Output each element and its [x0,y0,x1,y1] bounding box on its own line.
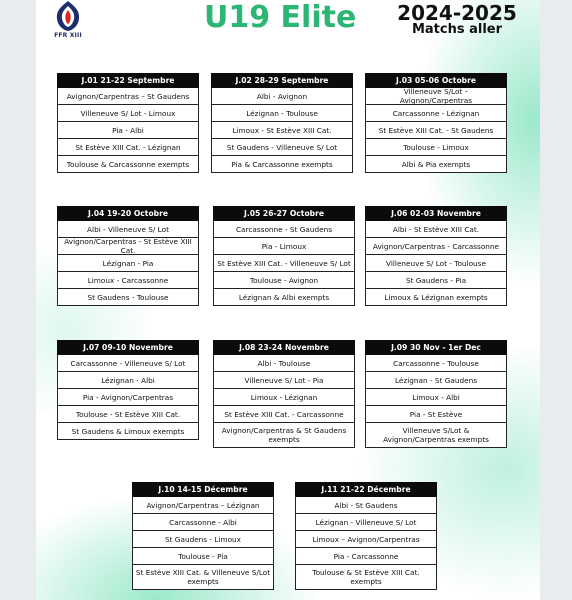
season-label: 2024-2025 [397,1,517,25]
fixture-cell: St Gaudens - Limoux [132,531,274,548]
round-header: J.07 09-10 Novembre [57,340,199,355]
fixture-cell: Villeneuve S/ Lot - Pia [213,372,355,389]
fixture-cell: Lézignan - Albi [57,372,199,389]
fixture-cell: Avignon/Carpentras – Lézignan [132,497,274,514]
round-header: J.11 21-22 Décembre [295,482,437,497]
schedule-page [36,0,540,600]
fixture-cell: Limoux - Albi [365,389,507,406]
fixture-cell: St Gaudens & Limoux exempts [57,423,199,440]
fixture-cell: Albi - St Gaudens [295,497,437,514]
round-table-j09 [365,340,507,448]
fixture-cell: Limoux - St Estève XIII Cat. [211,122,353,139]
round-header: J.04 19-20 Octobre [57,206,199,221]
fixture-cell: Pia - Avignon/Carpentras [57,389,199,406]
fixture-cell: Albi - St Estève XIII Cat. [365,221,507,238]
page-title: U19 Elite [204,0,357,35]
fixture-cell: Carcassonne - Albi [132,514,274,531]
round-header: J.05 26-27 Octobre [213,206,355,221]
fixture-cell: St Gaudens - Toulouse [57,289,199,306]
fixture-cell: Avignon/Carpentras & St Gaudens exempts [213,423,355,448]
fixture-cell: Avignon/Carpentras – St Gaudens [57,88,199,105]
fixture-cell: St Estève XIII Cat. - Lézignan [57,139,199,156]
fixture-cell: Albi - Toulouse [213,355,355,372]
round-header: J.10 14-15 Décembre [132,482,274,497]
round-header: J.06 02-03 Novembre [365,206,507,221]
fixture-cell: Pia - St Estève [365,406,507,423]
round-header: J.02 28-29 Septembre [211,73,353,88]
round-table-j04 [57,206,199,306]
fixture-cell: Avignon/Carpentras - St Estève XIII Cat. [57,238,199,255]
round-table-j07 [57,340,199,440]
fixture-cell: Toulouse - Limoux [365,139,507,156]
fixture-cell: Limoux - Lézignan [213,389,355,406]
fixture-cell: Toulouse - Pia [132,548,274,565]
round-header: J.09 30 Nov - 1er Dec [365,340,507,355]
fixture-cell: Avignon/Carpentras - Carcassonne [365,238,507,255]
fixture-cell: Villeneuve S/Lot & Avignon/Carpentras exempts [365,423,507,448]
fixture-cell: St Estève XIII Cat. & Villeneuve S/Lot exempts [132,565,274,590]
fixture-cell: Pia & Carcassonne exempts [211,156,353,173]
round-table-j03 [365,73,507,173]
fixture-cell: St Estève XIII Cat. - St Gaudens [365,122,507,139]
ffr-xiii-logo [48,0,88,44]
round-table-j01 [57,73,199,173]
fixture-cell: Carcassonne - Toulouse [365,355,507,372]
fixture-cell: Lézignan & Albi exempts [213,289,355,306]
fixture-cell: Villeneuve S/ Lot - Toulouse [365,255,507,272]
fixture-cell: Limoux – Avignon/Carpentras [295,531,437,548]
round-table-j06 [365,206,507,306]
round-table-j10 [132,482,274,590]
fixture-cell: Carcassonne - St Gaudens [213,221,355,238]
fixture-cell: Toulouse - Avignon [213,272,355,289]
fixture-cell: Lézignan - Toulouse [211,105,353,122]
round-header: J.01 21-22 Septembre [57,73,199,88]
fixture-cell: Albi - Avignon [211,88,353,105]
fixture-cell: St Gaudens - Pia [365,272,507,289]
fixture-cell: Pia - Albi [57,122,199,139]
round-table-j02 [211,73,353,173]
rugby-federation-emblem-icon [54,0,82,32]
logo-text: FFR XIII [54,32,82,39]
fixture-cell: Carcassonne - Villeneuve S/ Lot [57,355,199,372]
round-header: J.08 23-24 Novembre [213,340,355,355]
fixture-cell: St Estève XIII Cat. - Carcassonne [213,406,355,423]
fixture-cell: Lézignan - St Gaudens [365,372,507,389]
page-subtitle: Matchs aller [411,22,503,37]
fixture-cell: St Estève XIII Cat. - Villeneuve S/ Lot [213,255,355,272]
fixture-cell: Limoux & Lézignan exempts [365,289,507,306]
round-header: J.03 05-06 Octobre [365,73,507,88]
fixture-cell: Lézignan - Pia [57,255,199,272]
fixture-cell: Albi - Villeneuve S/ Lot [57,221,199,238]
round-table-j11 [295,482,437,590]
fixture-cell: Toulouse - St Estève XIII Cat. [57,406,199,423]
fixture-cell: Pia - Carcassonne [295,548,437,565]
round-table-j05 [213,206,355,306]
fixture-cell: Lézignan - Villeneuve S/ Lot [295,514,437,531]
fixture-cell: Villeneuve S/ Lot - Limoux [57,105,199,122]
fixture-cell: Toulouse & Carcassonne exempts [57,156,199,173]
fixture-cell: St Gaudens - Villeneuve S/ Lot [211,139,353,156]
fixture-cell: Villeneuve S/Lot – Avignon/Carpentras [365,88,507,105]
fixture-cell: Limoux - Carcassonne [57,272,199,289]
fixture-cell: Carcassonne - Lézignan [365,105,507,122]
round-table-j08 [213,340,355,448]
fixture-cell: Albi & Pia exempts [365,156,507,173]
fixture-cell: Pia - Limoux [213,238,355,255]
fixture-cell: Toulouse & St Estève XIII Cat. exempts [295,565,437,590]
